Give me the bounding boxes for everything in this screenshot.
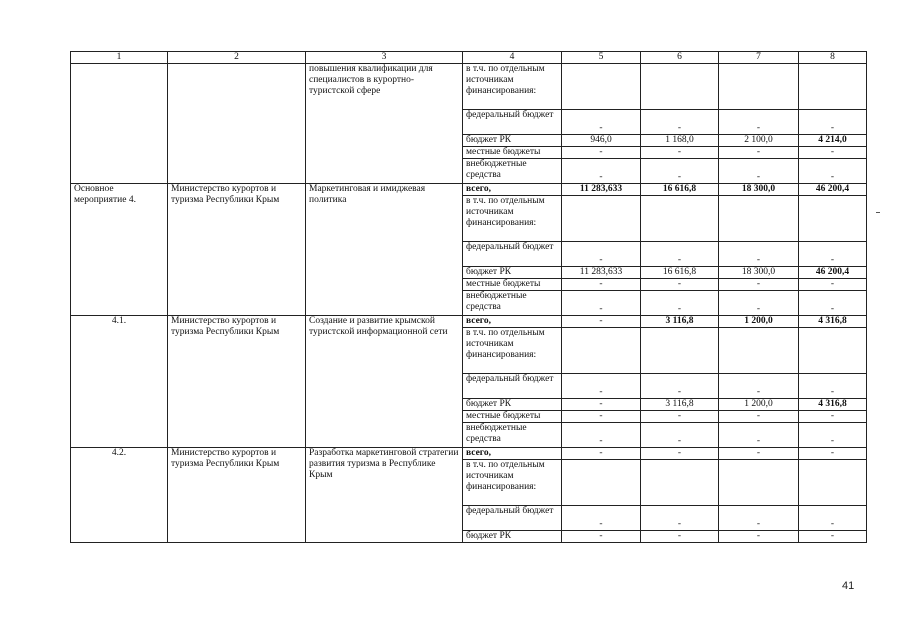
measure-number-cell: 4.2. (71, 448, 168, 543)
value-cell: 1 200,0 (719, 316, 799, 328)
value-cell (799, 328, 867, 374)
value-cell: 11 283,633 (562, 184, 641, 196)
value-cell: - (641, 531, 719, 543)
value-cell (719, 64, 799, 110)
value-cell: - (799, 506, 867, 531)
value-cell (562, 64, 641, 110)
value-cell: - (719, 374, 799, 399)
funding-source-label: внебюджетные средства (463, 291, 562, 316)
value-cell: - (719, 506, 799, 531)
page-number: 41 (842, 580, 855, 592)
value-cell: - (641, 147, 719, 159)
executor-cell: Министерство курортов и туризма Республики Крым (168, 448, 306, 543)
funding-source-label: местные бюджеты (463, 411, 562, 423)
value-cell (719, 196, 799, 242)
value-cell: - (719, 110, 799, 135)
value-cell: 16 616,8 (641, 267, 719, 279)
value-cell: - (799, 110, 867, 135)
value-cell: - (562, 448, 641, 460)
measure-title-cell: Разработка маркетинговой стратегии развития туризма в Республике Крым (306, 448, 463, 543)
funding-source-label: местные бюджеты (463, 147, 562, 159)
funding-source-label: в т.ч. по отдельным источникам финансирования: (463, 196, 562, 242)
funding-source-label: всего, (463, 184, 562, 196)
value-cell: - (641, 159, 719, 184)
value-cell: - (719, 242, 799, 267)
value-cell (719, 460, 799, 506)
measure-number-cell: Основное мероприятие 4. (71, 184, 168, 316)
value-cell: - (562, 531, 641, 543)
value-cell: 18 300,0 (719, 184, 799, 196)
value-cell: - (719, 159, 799, 184)
value-cell (641, 196, 719, 242)
value-cell: 4 214,0 (799, 135, 867, 147)
value-cell (719, 328, 799, 374)
value-cell (641, 460, 719, 506)
value-cell: - (562, 110, 641, 135)
header-cell: 5 (562, 52, 641, 64)
funding-source-label: федеральный бюджет (463, 374, 562, 399)
table-row (71, 64, 867, 110)
value-cell: - (719, 147, 799, 159)
value-cell: - (799, 147, 867, 159)
measure-title-cell: повышения квалификации для специалистов в курортно-туристской сфере (306, 64, 463, 184)
funding-source-label: бюджет РК (463, 267, 562, 279)
value-cell: - (562, 423, 641, 448)
value-cell: - (799, 448, 867, 460)
funding-source-label: внебюджетные средства (463, 423, 562, 448)
value-cell: - (641, 411, 719, 423)
budget-table (70, 51, 867, 543)
value-cell: - (641, 506, 719, 531)
value-cell: - (799, 159, 867, 184)
header-row (71, 52, 867, 64)
value-cell (562, 328, 641, 374)
value-cell (799, 64, 867, 110)
value-cell: - (562, 159, 641, 184)
value-cell: - (562, 291, 641, 316)
value-cell: - (799, 374, 867, 399)
value-cell: - (719, 448, 799, 460)
value-cell: - (799, 423, 867, 448)
header-cell: 8 (799, 52, 867, 64)
value-cell: - (641, 374, 719, 399)
value-cell: - (641, 423, 719, 448)
executor-cell: Министерство курортов и туризма Республики Крым (168, 316, 306, 448)
funding-source-label: всего, (463, 316, 562, 328)
header-cell: 1 (71, 52, 168, 64)
value-cell: - (641, 110, 719, 135)
value-cell: - (799, 411, 867, 423)
value-cell: - (719, 411, 799, 423)
value-cell: - (562, 242, 641, 267)
value-cell: - (641, 279, 719, 291)
table-row (71, 316, 867, 328)
value-cell: 46 200,4 (799, 184, 867, 196)
value-cell: - (562, 147, 641, 159)
measure-number-cell: 4.1. (71, 316, 168, 448)
document-page (70, 51, 866, 571)
value-cell (562, 460, 641, 506)
value-cell: - (641, 291, 719, 316)
value-cell: - (641, 242, 719, 267)
funding-source-label: внебюджетные средства (463, 159, 562, 184)
header-cell: 2 (168, 52, 306, 64)
header-cell: 4 (463, 52, 562, 64)
value-cell: - (719, 423, 799, 448)
margin-mark (876, 212, 880, 213)
value-cell: 3 116,8 (641, 316, 719, 328)
funding-source-label: всего, (463, 448, 562, 460)
value-cell: 3 116,8 (641, 399, 719, 411)
value-cell (562, 196, 641, 242)
value-cell (799, 196, 867, 242)
value-cell: 4 316,8 (799, 399, 867, 411)
value-cell: - (562, 279, 641, 291)
value-cell: - (562, 374, 641, 399)
funding-source-label: в т.ч. по отдельным источникам финансирования: (463, 328, 562, 374)
header-cell: 3 (306, 52, 463, 64)
value-cell: 1 200,0 (719, 399, 799, 411)
value-cell: - (799, 242, 867, 267)
value-cell (641, 328, 719, 374)
value-cell: - (799, 291, 867, 316)
value-cell: - (719, 531, 799, 543)
executor-cell: Министерство курортов и туризма Республики Крым (168, 184, 306, 316)
value-cell: - (719, 279, 799, 291)
executor-cell (168, 64, 306, 184)
funding-source-label: бюджет РК (463, 531, 562, 543)
value-cell: 946,0 (562, 135, 641, 147)
value-cell: - (641, 448, 719, 460)
value-cell: - (562, 399, 641, 411)
value-cell: - (799, 531, 867, 543)
funding-source-label: в т.ч. по отдельным источникам финансирования: (463, 64, 562, 110)
funding-source-label: федеральный бюджет (463, 242, 562, 267)
table-row (71, 448, 867, 460)
measure-title-cell: Маркетинговая и имиджевая политика (306, 184, 463, 316)
funding-source-label: федеральный бюджет (463, 110, 562, 135)
header-cell: 6 (641, 52, 719, 64)
value-cell: 1 168,0 (641, 135, 719, 147)
header-cell: 7 (719, 52, 799, 64)
funding-source-label: бюджет РК (463, 135, 562, 147)
value-cell: 18 300,0 (719, 267, 799, 279)
funding-source-label: местные бюджеты (463, 279, 562, 291)
measure-title-cell: Создание и развитие крымской туристской информационной сети (306, 316, 463, 448)
funding-source-label: бюджет РК (463, 399, 562, 411)
value-cell: 46 200,4 (799, 267, 867, 279)
value-cell: - (719, 291, 799, 316)
value-cell: 2 100,0 (719, 135, 799, 147)
value-cell: 11 283,633 (562, 267, 641, 279)
value-cell: - (799, 279, 867, 291)
value-cell: - (562, 411, 641, 423)
funding-source-label: в т.ч. по отдельным источникам финансирования: (463, 460, 562, 506)
value-cell (799, 460, 867, 506)
value-cell: - (562, 506, 641, 531)
funding-source-label: федеральный бюджет (463, 506, 562, 531)
table-row (71, 184, 867, 196)
value-cell (641, 64, 719, 110)
measure-number-cell (71, 64, 168, 184)
value-cell: 16 616,8 (641, 184, 719, 196)
value-cell: 4 316,8 (799, 316, 867, 328)
value-cell: - (562, 316, 641, 328)
